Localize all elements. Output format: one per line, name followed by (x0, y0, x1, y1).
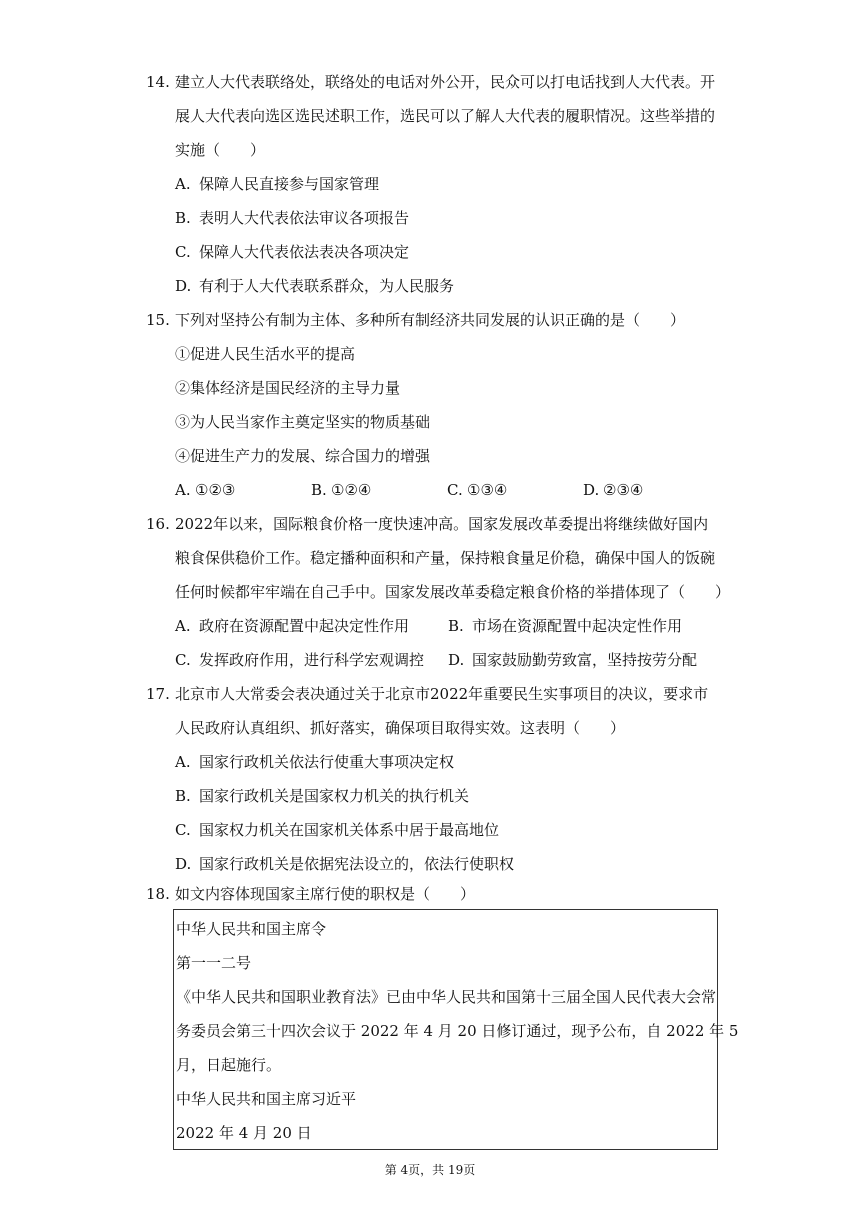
answer-option[interactable] (175, 208, 409, 228)
question-text: 北京市人大常委会表决通过关于北京市2022年重要民生实事项目的决议，要求市 (175, 685, 709, 703)
decree-line: 中华人民共和国主席习近平 (176, 1090, 357, 1108)
question-number: 15. (146, 311, 170, 329)
option-text: 市场在资源配置中起决定性作用 (472, 617, 683, 635)
decree-line: 中华人民共和国主席令 (176, 920, 327, 938)
answer-option[interactable] (311, 480, 371, 500)
question-text: 人民政府认真组织、抓好落实，确保项目取得实效。这表明（ ） (175, 719, 626, 737)
page-footer: 第 4页，共 19页 (384, 1163, 476, 1177)
decree-line: 务委员会第三十四次会议于 2022 年 4 月 20 日修订通过，现予公布，自 2022 年 5 (176, 1022, 739, 1040)
option-letter: C. (447, 481, 463, 499)
answer-option[interactable] (447, 480, 507, 500)
option-text: ②③④ (603, 481, 644, 499)
option-text: 国家行政机关依法行使重大事项决定权 (199, 753, 455, 771)
question-text: 任何时候都牢牢端在自己手中。国家发展改革委稳定粮食价格的举措体现了（ ） (175, 583, 731, 601)
question-text: 展人大代表向选区选民述职工作，选民可以了解人大代表的履职情况。这些举措的 (175, 107, 716, 125)
statement-item: ④促进生产力的发展、综合国力的增强 (175, 447, 431, 465)
option-text: 有利于人大代表联系群众，为人民服务 (199, 277, 455, 295)
answer-option[interactable] (175, 820, 499, 840)
option-letter: C. (175, 243, 191, 261)
option-letter: A. (175, 481, 191, 499)
option-text: 保障人大代表依法表决各项决定 (199, 243, 410, 261)
answer-option[interactable] (175, 650, 424, 670)
option-letter: A. (175, 753, 191, 771)
question-text: 粮食保供稳价工作。稳定播种面积和产量，保持粮食量足价稳，确保中国人的饭碗 (175, 549, 716, 567)
option-text: ①②④ (331, 481, 372, 499)
option-text: 保障人民直接参与国家管理 (199, 175, 380, 193)
option-letter: D. (583, 481, 600, 499)
question-text: 2022年以来，国际粮食价格一度快速冲高。国家发展改革委提出将继续做好国内 (175, 515, 709, 533)
statement-item: ①促进人民生活水平的提高 (175, 345, 356, 363)
option-text: 政府在资源配置中起决定性作用 (199, 617, 410, 635)
statement-item: ②集体经济是国民经济的主导力量 (175, 379, 401, 397)
option-letter: B. (448, 617, 464, 635)
answer-option[interactable] (448, 650, 697, 670)
option-text: ①②③ (195, 481, 236, 499)
option-text: 表明人大代表依法审议各项报告 (199, 209, 410, 227)
question-text: 如文内容体现国家主席行使的职权是（ ） (175, 885, 476, 903)
question-text: 实施（ ） (175, 141, 266, 159)
option-text: 发挥政府作用，进行科学宏观调控 (199, 651, 425, 669)
question-number: 17. (146, 685, 170, 703)
option-letter: C. (175, 821, 191, 839)
option-text: ①③④ (467, 481, 508, 499)
answer-option[interactable] (175, 276, 454, 296)
option-text: 国家行政机关是国家权力机关的执行机关 (199, 787, 470, 805)
answer-option[interactable] (175, 786, 469, 806)
statement-item: ③为人民当家作主奠定坚实的物质基础 (175, 413, 431, 431)
answer-option[interactable] (583, 480, 643, 500)
decree-line: 月，日起施行。 (176, 1056, 282, 1074)
answer-option[interactable] (175, 616, 409, 636)
option-letter: B. (175, 209, 191, 227)
answer-option[interactable] (175, 174, 379, 194)
option-letter: A. (175, 175, 191, 193)
decree-text-box (173, 909, 739, 1150)
answer-option[interactable] (448, 616, 682, 636)
question-text: 建立人大代表联络处，联络处的电话对外公开，民众可以打电话找到人大代表。开 (175, 73, 716, 91)
answer-option[interactable] (175, 854, 514, 874)
option-text: 国家权力机关在国家机关体系中居于最高地位 (199, 821, 500, 839)
answer-option[interactable] (175, 752, 454, 772)
option-text: 国家行政机关是依据宪法设立的，依法行使职权 (199, 855, 515, 873)
option-letter: D. (448, 651, 465, 669)
option-letter: C. (175, 651, 191, 669)
option-letter: D. (175, 277, 192, 295)
decree-line: 《中华人民共和国职业教育法》已由中华人民共和国第十三届全国人民代表大会常 (176, 988, 717, 1006)
question-number: 18. (146, 885, 170, 903)
answer-option[interactable] (175, 242, 409, 262)
question-number: 14. (146, 73, 170, 91)
option-letter: D. (175, 855, 192, 873)
option-letter: A. (175, 617, 191, 635)
answer-option[interactable] (175, 480, 235, 500)
option-letter: B. (311, 481, 327, 499)
option-text: 国家鼓励勤劳致富，坚持按劳分配 (472, 651, 698, 669)
question-text: 下列对坚持公有制为主体、多种所有制经济共同发展的认识正确的是（ ） (175, 311, 686, 329)
decree-line: 2022 年 4 月 20 日 (176, 1124, 312, 1142)
question-number: 16. (146, 515, 170, 533)
decree-line: 第一一二号 (176, 954, 252, 972)
option-letter: B. (175, 787, 191, 805)
